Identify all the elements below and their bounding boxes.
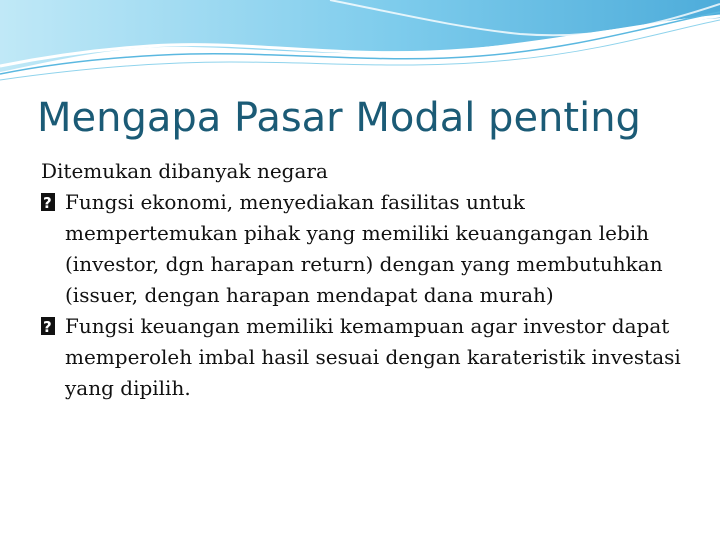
bullet-item [41,187,681,311]
header-wave-decoration [0,0,720,90]
slide-body [41,156,681,404]
slide-title: Mengapa Pasar Modal penting [37,95,641,141]
bullet-text: Fungsi ekonomi, menyediakan fasilitas untuk mempertemukan pihak yang memiliki keuangangan lebih (investor, dgn harapan return) dengan yang membutuhkan (issuer, dengan harapan mendapat dana murah) [65,190,663,307]
missing-glyph-icon [41,193,55,211]
bullet-text: Fungsi keuangan memiliki kemampuan agar investor dapat memperoleh imbal hasil sesuai dengan karateristik investasi yang dipilih. [65,314,681,400]
intro-text: Ditemukan dibanyak negara [41,159,328,183]
missing-glyph-icon [41,317,55,335]
bullet-item [41,311,681,404]
